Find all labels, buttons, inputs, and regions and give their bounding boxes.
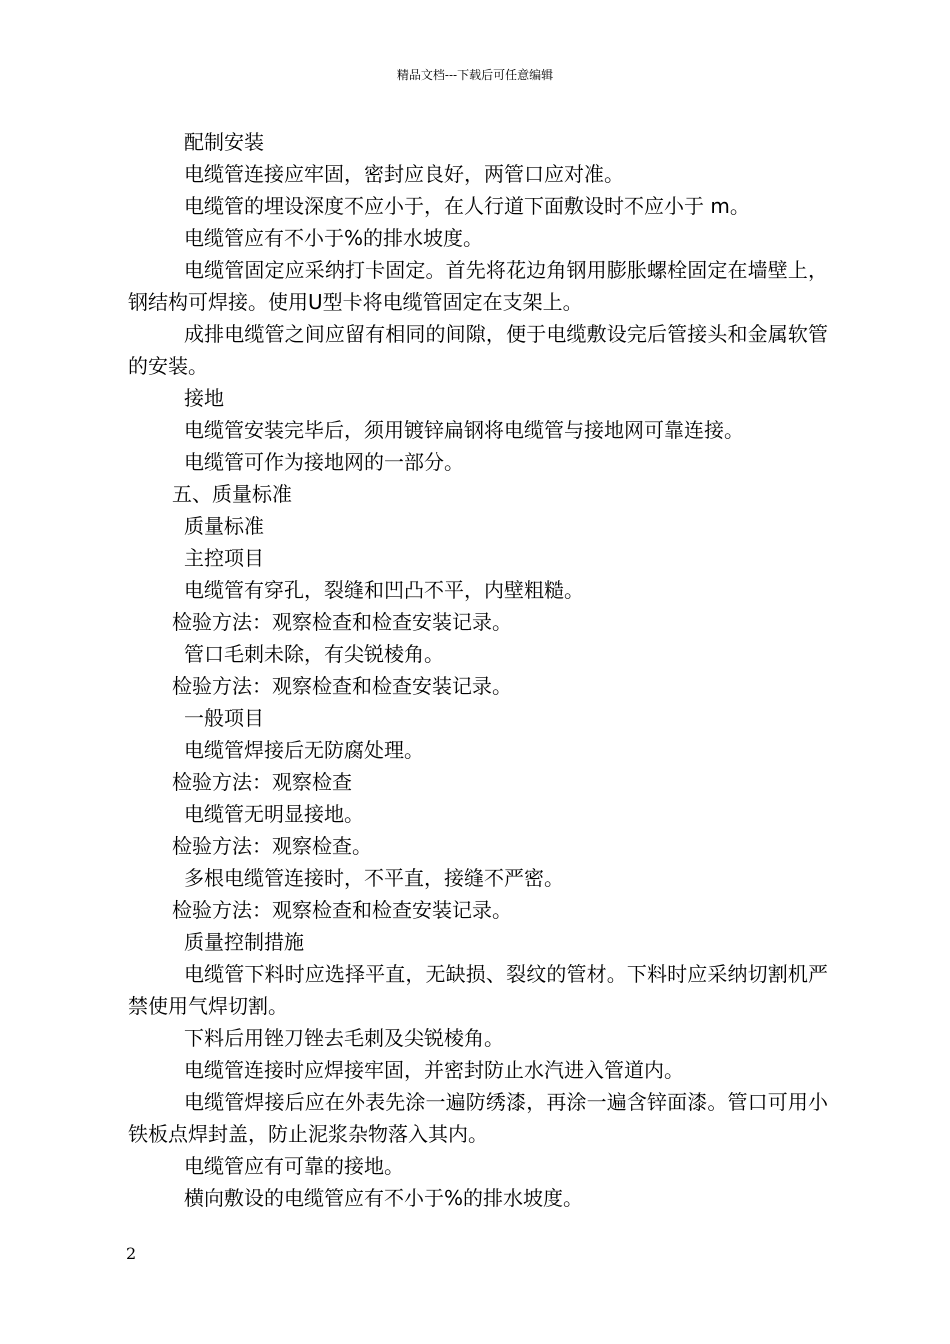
section-heading: 配制安装 — [184, 130, 264, 154]
section-heading: 主控项目 — [184, 546, 264, 570]
inspection-method: 检验方法：观察检查和检查安装记录。 — [172, 898, 512, 922]
document-body — [128, 126, 828, 1214]
chapter-heading: 五、质量标准 — [172, 482, 292, 506]
inspection-method: 检验方法：观察检查 — [172, 770, 352, 794]
inspection-method: 检验方法：观察检查和检查安装记录。 — [172, 610, 512, 634]
paragraph: 横向敷设的电缆管应有不小于%的排水坡度。 — [184, 1186, 584, 1210]
paragraph: 电缆管无明显接地。 — [184, 802, 364, 826]
page-number: 2 — [126, 1244, 137, 1263]
paragraph: 电缆管连接时应焊接牢固，并密封防止水汽进入管道内。 — [184, 1058, 684, 1082]
paragraph: 成排电缆管之间应留有相同的间隙，便于电缆敷设完后管接头和金属软管的安装。 — [128, 322, 828, 378]
section-heading: 一般项目 — [184, 706, 264, 730]
page-header: 精品文档---下载后可任意编辑 — [396, 68, 554, 82]
paragraph: 电缆管安装完毕后，须用镀锌扁钢将电缆管与接地网可靠连接。 — [184, 418, 744, 442]
paragraph: 电缆管焊接后应在外表先涂一遍防绣漆，再涂一遍含锌面漆。管口可用小铁板点焊封盖，防止泥浆杂物落入其内。 — [128, 1090, 828, 1146]
paragraph: 多根电缆管连接时，不平直，接缝不严密。 — [184, 866, 564, 890]
paragraph: 电缆管的埋设深度不应小于，在人行道下面敷设时不应小于 m。 — [184, 194, 750, 218]
paragraph: 电缆管下料时应选择平直，无缺损、裂纹的管材。下料时应采纳切割机严禁使用气焊切割。 — [128, 962, 828, 1018]
section-heading: 质量标准 — [184, 514, 264, 538]
section-heading: 接地 — [184, 386, 224, 410]
paragraph: 管口毛刺未除，有尖锐棱角。 — [184, 642, 444, 666]
inspection-method: 检验方法：观察检查和检查安装记录。 — [172, 674, 512, 698]
paragraph: 电缆管应有不小于%的排水坡度。 — [184, 226, 484, 250]
paragraph: 下料后用锉刀锉去毛刺及尖锐棱角。 — [184, 1026, 504, 1050]
paragraph: 电缆管有穿孔，裂缝和凹凸不平，内壁粗糙。 — [184, 578, 584, 602]
section-heading: 质量控制措施 — [184, 930, 304, 954]
paragraph: 电缆管应有可靠的接地。 — [184, 1154, 404, 1178]
paragraph: 电缆管连接应牢固，密封应良好，两管口应对准。 — [184, 162, 624, 186]
paragraph: 电缆管可作为接地网的一部分。 — [184, 450, 464, 474]
inspection-method: 检验方法：观察检查。 — [172, 834, 372, 858]
paragraph: 电缆管固定应采纳打卡固定。首先将花边角钢用膨胀螺栓固定在墙壁上，钢结构可焊接。使用U型卡将电缆管固定在支架上。 — [128, 258, 828, 314]
paragraph: 电缆管焊接后无防腐处理。 — [184, 738, 424, 762]
